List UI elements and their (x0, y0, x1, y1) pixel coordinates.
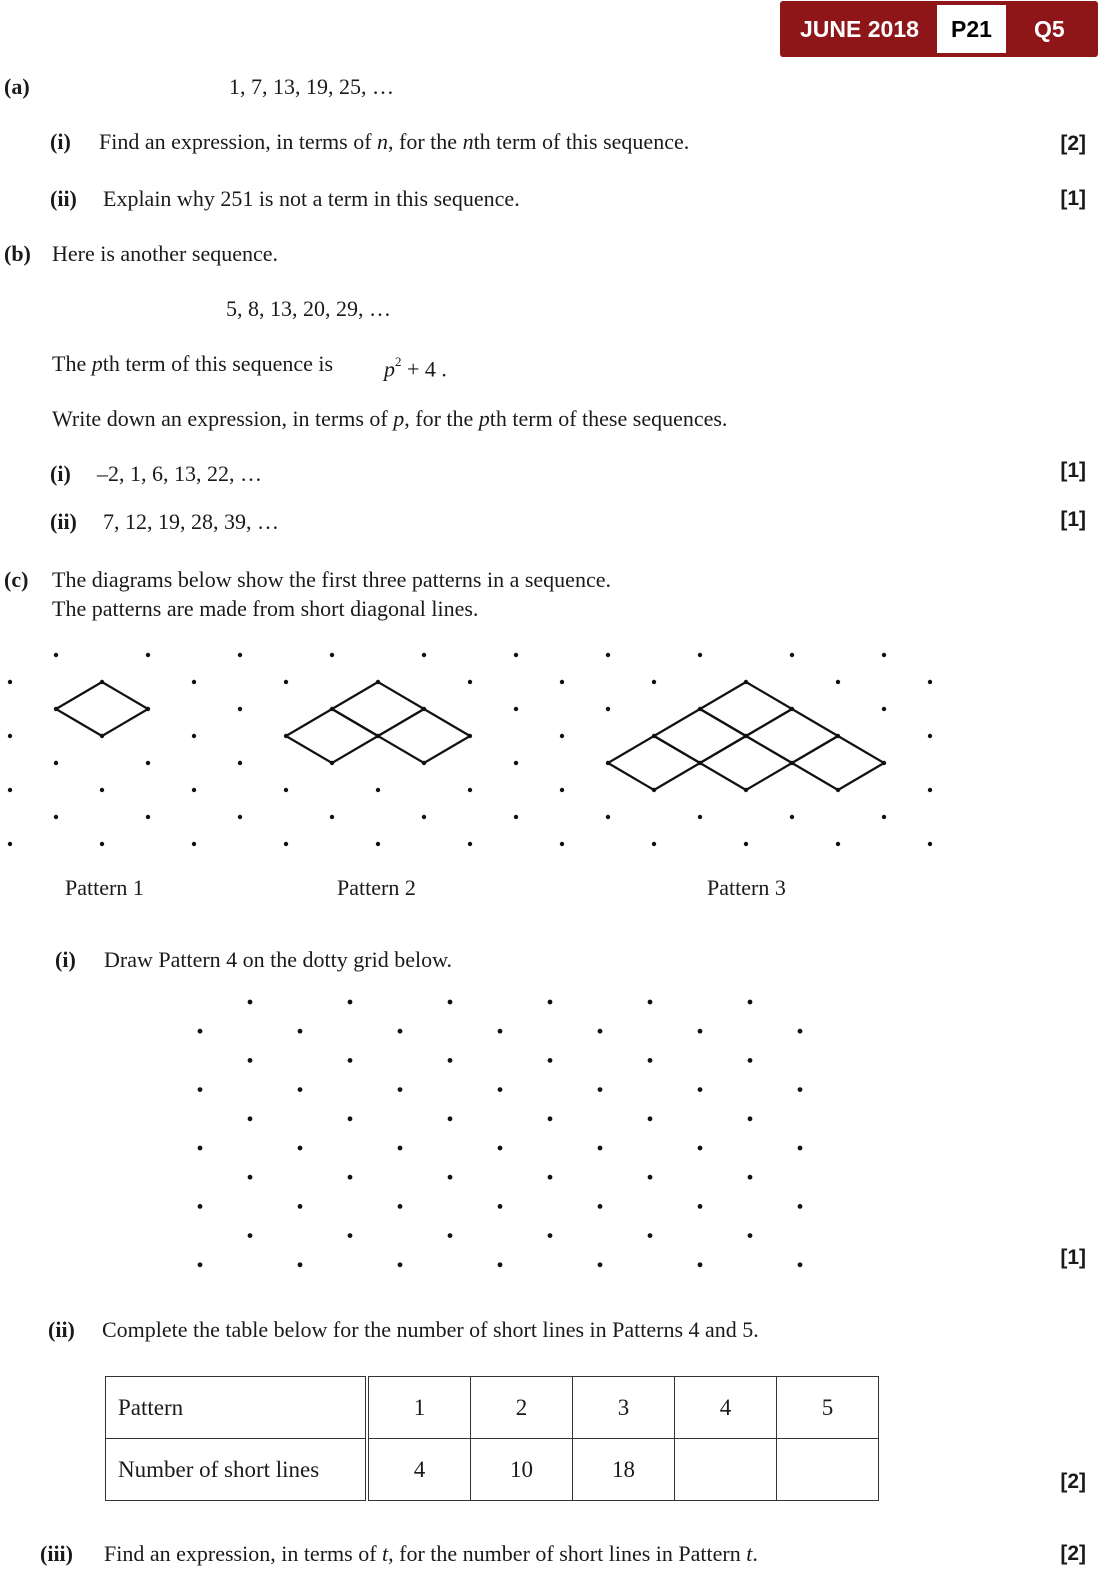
part-b-instruction: Write down an expression, in terms of p, for the pth term of these sequences. (52, 406, 728, 431)
header-session: JUNE 2018 (800, 16, 919, 42)
grid-dot (8, 788, 12, 792)
header-badge (780, 1, 1098, 57)
table-answer-lines-4[interactable] (675, 1439, 777, 1501)
answer-grid-dot[interactable] (498, 1029, 503, 1034)
answer-grid-dot[interactable] (448, 1000, 453, 1005)
pattern-3-line (838, 736, 884, 763)
grid-dot (192, 680, 196, 684)
answer-grid-dot[interactable] (298, 1146, 303, 1151)
part-a-ii-text: Explain why 251 is not a term in this sequence. (103, 186, 520, 211)
grid-dot (284, 788, 288, 792)
grid-dot (928, 680, 932, 684)
pattern-3-line (746, 736, 792, 763)
answer-grid-dot[interactable] (348, 1058, 353, 1063)
part-a-i-marks: [2] (1060, 132, 1086, 155)
pattern-3-line (654, 736, 700, 763)
grid-dot (146, 815, 150, 819)
grid-dot (8, 734, 12, 738)
grid-dot (882, 707, 886, 711)
answer-grid-dot[interactable] (198, 1204, 203, 1209)
part-b-i-label: (i) (50, 461, 71, 486)
part-a-i-label: (i) (50, 129, 71, 154)
answer-grid-dot[interactable] (348, 1000, 353, 1005)
grid-dot (192, 734, 196, 738)
answer-grid-dot[interactable] (448, 1175, 453, 1180)
pattern-3-line (792, 736, 838, 763)
answer-grid-dot[interactable] (648, 1116, 653, 1121)
grid-dot (882, 815, 886, 819)
grid-dot (882, 653, 886, 657)
part-c-label: (c) (4, 567, 29, 592)
part-b-label: (b) (4, 241, 31, 266)
pattern-2-line (378, 682, 424, 709)
pattern-3-line (838, 763, 884, 790)
answer-grid-dot[interactable] (598, 1262, 603, 1267)
part-c-i-label: (i) (55, 947, 76, 972)
pattern-1-line (102, 709, 148, 736)
pattern-2-line (332, 736, 378, 763)
answer-grid-dot[interactable] (648, 1058, 653, 1063)
table-cell-lines-1: 4 (367, 1439, 471, 1501)
answer-grid-dot[interactable] (398, 1262, 403, 1267)
grid-dot (100, 788, 104, 792)
pattern-3-line (700, 709, 746, 736)
grid-dot (928, 734, 932, 738)
pattern-2-line (378, 736, 424, 763)
answer-grid-dot[interactable] (298, 1029, 303, 1034)
pattern-3-line (608, 736, 654, 763)
grid-dot (606, 815, 610, 819)
answer-grid-dot[interactable] (248, 1000, 253, 1005)
pattern-3-line (654, 763, 700, 790)
header-paper: P21 (937, 5, 1006, 53)
pattern-3-line (746, 709, 792, 736)
answer-grid-dot[interactable] (198, 1087, 203, 1092)
grid-dot (790, 815, 794, 819)
grid-dot (514, 653, 518, 657)
answer-grid-dot[interactable] (798, 1262, 803, 1267)
part-b-formula: $p^2 + 4$ . (384, 354, 447, 382)
grid-dot (514, 707, 518, 711)
answer-grid-dot[interactable] (498, 1087, 503, 1092)
answer-grid-dot[interactable] (798, 1029, 803, 1034)
pattern-2-line (424, 736, 470, 763)
part-b-pth-statement: The pth term of this sequence is (52, 351, 334, 376)
answer-grid-dot[interactable] (498, 1204, 503, 1209)
pattern-2-line (424, 709, 470, 736)
pattern-3-line (700, 736, 746, 763)
answer-grid-dot[interactable] (598, 1146, 603, 1151)
pattern-diagrams (0, 640, 960, 870)
pattern-3-line (654, 709, 700, 736)
answer-grid-dot[interactable] (248, 1233, 253, 1238)
answer-grid-dot[interactable] (748, 1233, 753, 1238)
pattern-1-line (56, 682, 102, 709)
grid-dot (652, 680, 656, 684)
grid-dot (238, 761, 242, 765)
answer-grid-dot[interactable] (448, 1233, 453, 1238)
grid-dot (606, 653, 610, 657)
table-header-lines: Number of short lines (106, 1439, 368, 1501)
pattern-2-line (332, 682, 378, 709)
answer-grid-dot[interactable] (648, 1233, 653, 1238)
answer-grid-dot[interactable] (548, 1233, 553, 1238)
part-c-i-marks: [1] (1060, 1246, 1086, 1269)
answer-grid-dot[interactable] (648, 1175, 653, 1180)
answer-grid-dot[interactable] (248, 1116, 253, 1121)
pattern-2-label: Pattern 2 (337, 875, 416, 900)
grid-dot (606, 707, 610, 711)
grid-dot (192, 842, 196, 846)
answer-grid-dot[interactable] (348, 1116, 353, 1121)
pattern-1-line (102, 682, 148, 709)
pattern-1-line (56, 709, 102, 736)
grid-dot (238, 707, 242, 711)
grid-dot (836, 680, 840, 684)
answer-grid-dot[interactable] (648, 1000, 653, 1005)
grid-dot (514, 815, 518, 819)
pattern-3-line (792, 709, 838, 736)
grid-dot (468, 842, 472, 846)
grid-dot (560, 788, 564, 792)
pattern-3-line (700, 763, 746, 790)
part-c-iii-marks: [2] (1060, 1542, 1086, 1565)
answer-grid-dot[interactable] (698, 1029, 703, 1034)
pattern-3-line (608, 763, 654, 790)
grid-dot (560, 734, 564, 738)
answer-grid-dot[interactable] (398, 1204, 403, 1209)
part-c-intro-2: The patterns are made from short diagonal lines. (52, 596, 479, 621)
grid-dot (836, 842, 840, 846)
answer-grid-dot[interactable] (298, 1204, 303, 1209)
pattern-2-line (286, 709, 332, 736)
grid-dot (652, 842, 656, 846)
part-a-ii-label: (ii) (50, 186, 77, 211)
answer-grid-dot[interactable] (698, 1262, 703, 1267)
answer-grid-dot[interactable] (248, 1175, 253, 1180)
answer-grid-dot[interactable] (548, 1175, 553, 1180)
part-b-sequence: 5, 8, 13, 20, 29, … (226, 296, 391, 321)
answer-grid-dot[interactable] (348, 1233, 353, 1238)
part-a-label: (a) (4, 74, 30, 99)
pattern-3-label: Pattern 3 (707, 875, 786, 900)
answer-grid-dot[interactable] (198, 1146, 203, 1151)
answer-dotty-grid[interactable] (180, 990, 830, 1280)
pattern-3-line (746, 763, 792, 790)
pattern-2-line (378, 709, 424, 736)
grid-dot (376, 842, 380, 846)
header-question: Q5 (1034, 16, 1065, 42)
pattern-2-line (286, 736, 332, 763)
table-header-pattern: Pattern (106, 1377, 368, 1439)
table-cell-lines-2: 10 (471, 1439, 573, 1501)
part-c-intro-1: The diagrams below show the first three patterns in a sequence. (52, 567, 611, 592)
grid-dot (238, 815, 242, 819)
answer-grid-dot[interactable] (548, 1058, 553, 1063)
part-c-iii-label: (iii) (40, 1541, 73, 1566)
part-a-sequence: 1, 7, 13, 19, 25, … (229, 74, 394, 99)
grid-dot (330, 815, 334, 819)
part-a-i-text: Find an expression, in terms of n, for the nth term of this sequence. (99, 129, 690, 154)
table-cell-pattern-3: 3 (573, 1377, 675, 1439)
part-c-i-text: Draw Pattern 4 on the dotty grid below. (104, 947, 453, 972)
part-b-ii-label: (ii) (50, 509, 77, 534)
grid-dot (100, 842, 104, 846)
grid-dot (698, 653, 702, 657)
answer-grid-dot[interactable] (748, 1116, 753, 1121)
table-row-lines (106, 1439, 879, 1501)
grid-dot (928, 842, 932, 846)
answer-grid-dot[interactable] (498, 1262, 503, 1267)
grid-dot (146, 761, 150, 765)
answer-grid-dot[interactable] (398, 1029, 403, 1034)
grid-dot (376, 788, 380, 792)
answer-grid-dot[interactable] (698, 1204, 703, 1209)
part-c-iii-text: Find an expression, in terms of t, for the number of short lines in Pattern t. (104, 1541, 758, 1566)
grid-dot (514, 761, 518, 765)
grid-dot (54, 761, 58, 765)
answer-grid-dot[interactable] (398, 1146, 403, 1151)
table-cell-pattern-2: 2 (471, 1377, 573, 1439)
table-cell-pattern-5: 5 (777, 1377, 879, 1439)
answer-grid-dot[interactable] (798, 1146, 803, 1151)
grid-dot (468, 788, 472, 792)
answer-grid-dot[interactable] (498, 1146, 503, 1151)
answer-grid-dot[interactable] (698, 1087, 703, 1092)
part-c-ii-marks: [2] (1060, 1470, 1086, 1493)
part-b-i-marks: [1] (1060, 459, 1086, 482)
table-answer-lines-5[interactable] (777, 1439, 879, 1501)
grid-dot (698, 815, 702, 819)
grid-dot (54, 653, 58, 657)
grid-dot (54, 815, 58, 819)
grid-dot (192, 788, 196, 792)
pattern-3-line (746, 682, 792, 709)
answer-grid-dot[interactable] (198, 1262, 203, 1267)
answer-grid-dot[interactable] (598, 1029, 603, 1034)
grid-dot (422, 653, 426, 657)
grid-dot (284, 680, 288, 684)
table-cell-lines-3: 18 (573, 1439, 675, 1501)
answer-grid-dot[interactable] (548, 1000, 553, 1005)
pattern-3-line (792, 763, 838, 790)
answer-grid-dot[interactable] (298, 1262, 303, 1267)
part-b-ii-sequence: 7, 12, 19, 28, 39, … (103, 509, 279, 534)
grid-dot (928, 788, 932, 792)
answer-grid-dot[interactable] (198, 1029, 203, 1034)
answer-grid-dot[interactable] (548, 1116, 553, 1121)
short-lines-table (105, 1376, 879, 1501)
grid-dot (8, 680, 12, 684)
part-c-ii-text: Complete the table below for the number of short lines in Patterns 4 and 5. (102, 1317, 759, 1342)
part-c-ii-label: (ii) (48, 1317, 75, 1342)
answer-grid-dot[interactable] (798, 1204, 803, 1209)
grid-dot (284, 842, 288, 846)
grid-dot (238, 653, 242, 657)
answer-grid-dot[interactable] (348, 1175, 353, 1180)
answer-grid-dot[interactable] (748, 1175, 753, 1180)
grid-dot (790, 653, 794, 657)
grid-dot (146, 653, 150, 657)
pattern-2-line (332, 709, 378, 736)
part-b-ii-marks: [1] (1060, 508, 1086, 531)
grid-dot (422, 815, 426, 819)
part-a-ii-marks: [1] (1060, 187, 1086, 210)
answer-grid-dot[interactable] (698, 1146, 703, 1151)
answer-grid-dot[interactable] (598, 1087, 603, 1092)
table-cell-pattern-4: 4 (675, 1377, 777, 1439)
answer-grid-dot[interactable] (748, 1000, 753, 1005)
table-cell-pattern-1: 1 (367, 1377, 471, 1439)
pattern-3-line (700, 682, 746, 709)
answer-grid-dot[interactable] (298, 1087, 303, 1092)
grid-dot (560, 680, 564, 684)
answer-grid-dot[interactable] (248, 1058, 253, 1063)
answer-grid-dot[interactable] (598, 1204, 603, 1209)
pattern-1-label: Pattern 1 (65, 875, 144, 900)
answer-grid-dot[interactable] (448, 1058, 453, 1063)
grid-dot (330, 653, 334, 657)
answer-grid-dot[interactable] (398, 1087, 403, 1092)
table-row-pattern (106, 1377, 879, 1439)
answer-grid-dot[interactable] (748, 1058, 753, 1063)
answer-grid-dot[interactable] (798, 1087, 803, 1092)
answer-grid-dot[interactable] (448, 1116, 453, 1121)
grid-dot (468, 680, 472, 684)
part-b-intro: Here is another sequence. (52, 241, 279, 266)
grid-dot (8, 842, 12, 846)
part-b-i-sequence: –2, 1, 6, 13, 22, … (97, 461, 262, 486)
grid-dot (560, 842, 564, 846)
grid-dot (744, 842, 748, 846)
